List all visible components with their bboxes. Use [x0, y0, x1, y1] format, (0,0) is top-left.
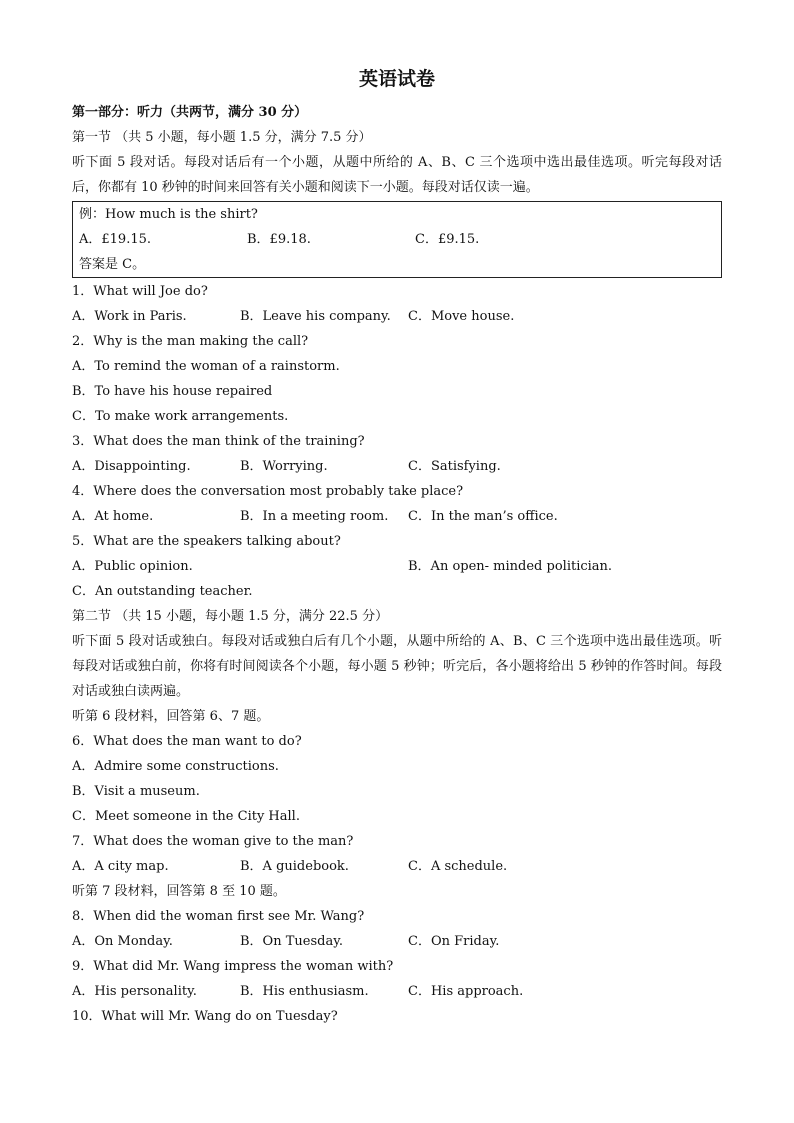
question-2: 2．Why is the man making the call?	[72, 334, 309, 349]
example-option-a: A．£19.15.	[79, 232, 152, 247]
q6-option-a: A．Admire some constructions.	[72, 759, 279, 774]
question-3: 3．What does the man think of the training?	[72, 434, 365, 449]
question-7-options	[72, 854, 722, 879]
example-question: 例：How much is the shirt?	[79, 207, 258, 222]
question-7: 7．What does the woman give to the man?	[72, 834, 354, 849]
q5-option-a: A．Public opinion.	[72, 559, 193, 574]
material-7-note: 听第 7 段材料，回答第 8 至 10 题。	[72, 884, 286, 899]
q3-option-c: C．Satisfying.	[408, 459, 501, 474]
question-1-options	[72, 304, 722, 329]
q7-option-c: C．A schedule.	[408, 859, 508, 874]
q6-option-c: C．Meet someone in the City Hall.	[72, 809, 300, 824]
exam-page	[72, 64, 722, 1029]
q9-option-a: A．His personality.	[72, 984, 197, 999]
q2-option-b: B．To have his house repaired	[72, 384, 273, 399]
q4-option-a: A．At home.	[72, 509, 154, 524]
question-8: 8．When did the woman first see Mr. Wang?	[72, 909, 365, 924]
question-3-options	[72, 454, 722, 479]
q9-option-c: C．His approach.	[408, 984, 524, 999]
example-option-c: C．£9.15.	[415, 232, 480, 247]
q2-option-c: C．To make work arrangements.	[72, 409, 289, 424]
example-options	[79, 227, 715, 252]
question-5-options	[72, 554, 722, 579]
q8-option-a: A．On Monday.	[72, 934, 173, 949]
question-5: 5．What are the speakers talking about?	[72, 534, 341, 549]
section1-instructions: 听下面 5 段对话。每段对话后有一个小题，从题中所给的 A、B、C 三个选项中选出最佳选项。听完每段对话后，你都有 10 秒钟的时间来回答有关小题和阅读下一小题。每段对话仅读一遍。	[72, 155, 722, 195]
question-8-options	[72, 929, 722, 954]
q3-option-a: A．Disappointing.	[72, 459, 191, 474]
section2-heading: 第二节 （共 15 小题，每小题 1.5 分，满分 22.5 分）	[72, 609, 389, 624]
q3-option-b: B．Worrying.	[240, 459, 328, 474]
q7-option-b: B．A guidebook.	[240, 859, 349, 874]
example-option-b: B．£9.18.	[247, 232, 311, 247]
q1-option-a: A．Work in Paris.	[72, 309, 187, 324]
example-box	[72, 201, 722, 278]
part1-heading: 第一部分：听力（共两节，满分 30 分）	[72, 105, 308, 120]
q8-option-c: C．On Friday.	[408, 934, 500, 949]
q7-option-a: A．A city map.	[72, 859, 169, 874]
question-10: 10．What will Mr. Wang do on Tuesday?	[72, 1009, 338, 1024]
exam-title: 英语试卷	[358, 68, 435, 90]
q1-option-b: B．Leave his company.	[240, 309, 391, 324]
q1-option-c: C．Move house.	[408, 309, 515, 324]
question-4: 4．Where does the conversation most probably take place?	[72, 484, 464, 499]
q6-option-b: B．Visit a museum.	[72, 784, 200, 799]
question-4-options	[72, 504, 722, 529]
example-answer: 答案是 C。	[79, 257, 146, 272]
question-9: 9．What did Mr. Wang impress the woman with?	[72, 959, 394, 974]
question-1: 1．What will Joe do?	[72, 284, 208, 299]
material-6-note: 听第 6 段材料，回答第 6、7 题。	[72, 709, 270, 724]
section2-instructions: 听下面 5 段对话或独白。每段对话或独白后有几个小题，从题中所给的 A、B、C 三个选项中选出最佳选项。听每段对话或独白前，你将有时间阅读各个小题，每小题 5 秒钟；听完后，各小题将给出 5 秒钟的作答时间。每段对话或独白读两遍。	[72, 634, 722, 699]
q2-option-a: A．To remind the woman of a rainstorm.	[72, 359, 340, 374]
q9-option-b: B．His enthusiasm.	[240, 984, 369, 999]
q5-option-b: B．An open- minded politician.	[408, 559, 613, 574]
q8-option-b: B．On Tuesday.	[240, 934, 343, 949]
q4-option-b: B．In a meeting room.	[240, 509, 389, 524]
question-9-options	[72, 979, 722, 1004]
q4-option-c: C．In the man’s office.	[408, 509, 558, 524]
question-6: 6．What does the man want to do?	[72, 734, 302, 749]
section1-heading: 第一节 （共 5 小题，每小题 1.5 分，满分 7.5 分）	[72, 130, 372, 145]
q5-option-c: C．An outstanding teacher.	[72, 584, 253, 599]
